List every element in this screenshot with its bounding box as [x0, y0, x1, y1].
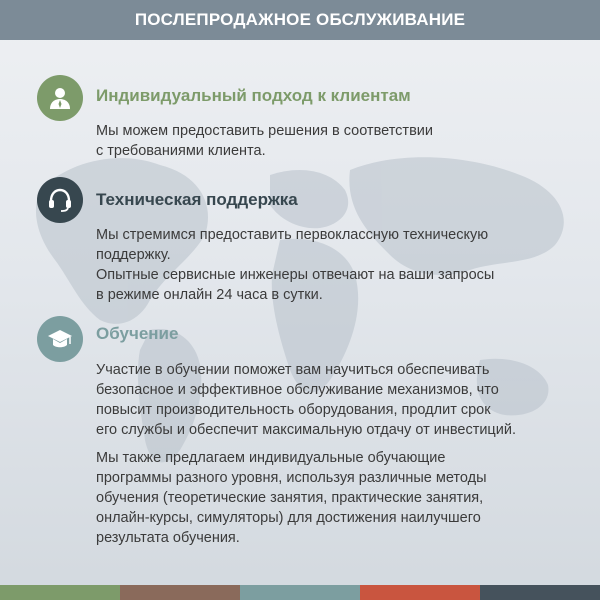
section-title: Обучение: [96, 324, 179, 343]
section-paragraph: Участие в обучении поможет вам научиться обеспечивать безопасное и эффективное обслуживание механизмов, что повысит производительность оборудования, продлит срок его службы и обеспечит максимальную отдачу от инвестиций.: [96, 362, 516, 438]
section-title: Техническая поддержка: [96, 190, 298, 209]
headset-icon: [37, 177, 83, 223]
footer-color-bar: [0, 585, 600, 600]
footer-segment: [120, 585, 240, 600]
section-title: Индивидуальный подход к клиентам: [96, 86, 411, 105]
footer-segment: [0, 585, 120, 600]
footer-segment: [360, 585, 480, 600]
section-paragraph: Мы стремимся предоставить первоклассную техническую поддержку. Опытные сервисные инженеры отвечают на ваши запросы в режиме онлайн 24 часа в сутки.: [96, 227, 495, 303]
graduation-cap-icon: [37, 316, 83, 362]
page-title: ПОСЛЕПРОДАЖНОЕ ОБСЛУЖИВАНИЕ: [134, 10, 466, 29]
section-paragraph: Мы также предлагаем индивидуальные обучающие программы разного уровня, используя различные методы обучения (теоретические занятия, практические занятия, онлайн-курсы, симуляторы) для достижения наилучшего результата обучения.: [96, 450, 487, 546]
section-paragraph: Мы можем предоставить решения в соответствии с требованиями клиента.: [96, 123, 433, 159]
header-banner: [0, 0, 600, 40]
footer-segment: [240, 585, 360, 600]
footer-segment: [480, 585, 600, 600]
customer-icon: [37, 75, 83, 121]
